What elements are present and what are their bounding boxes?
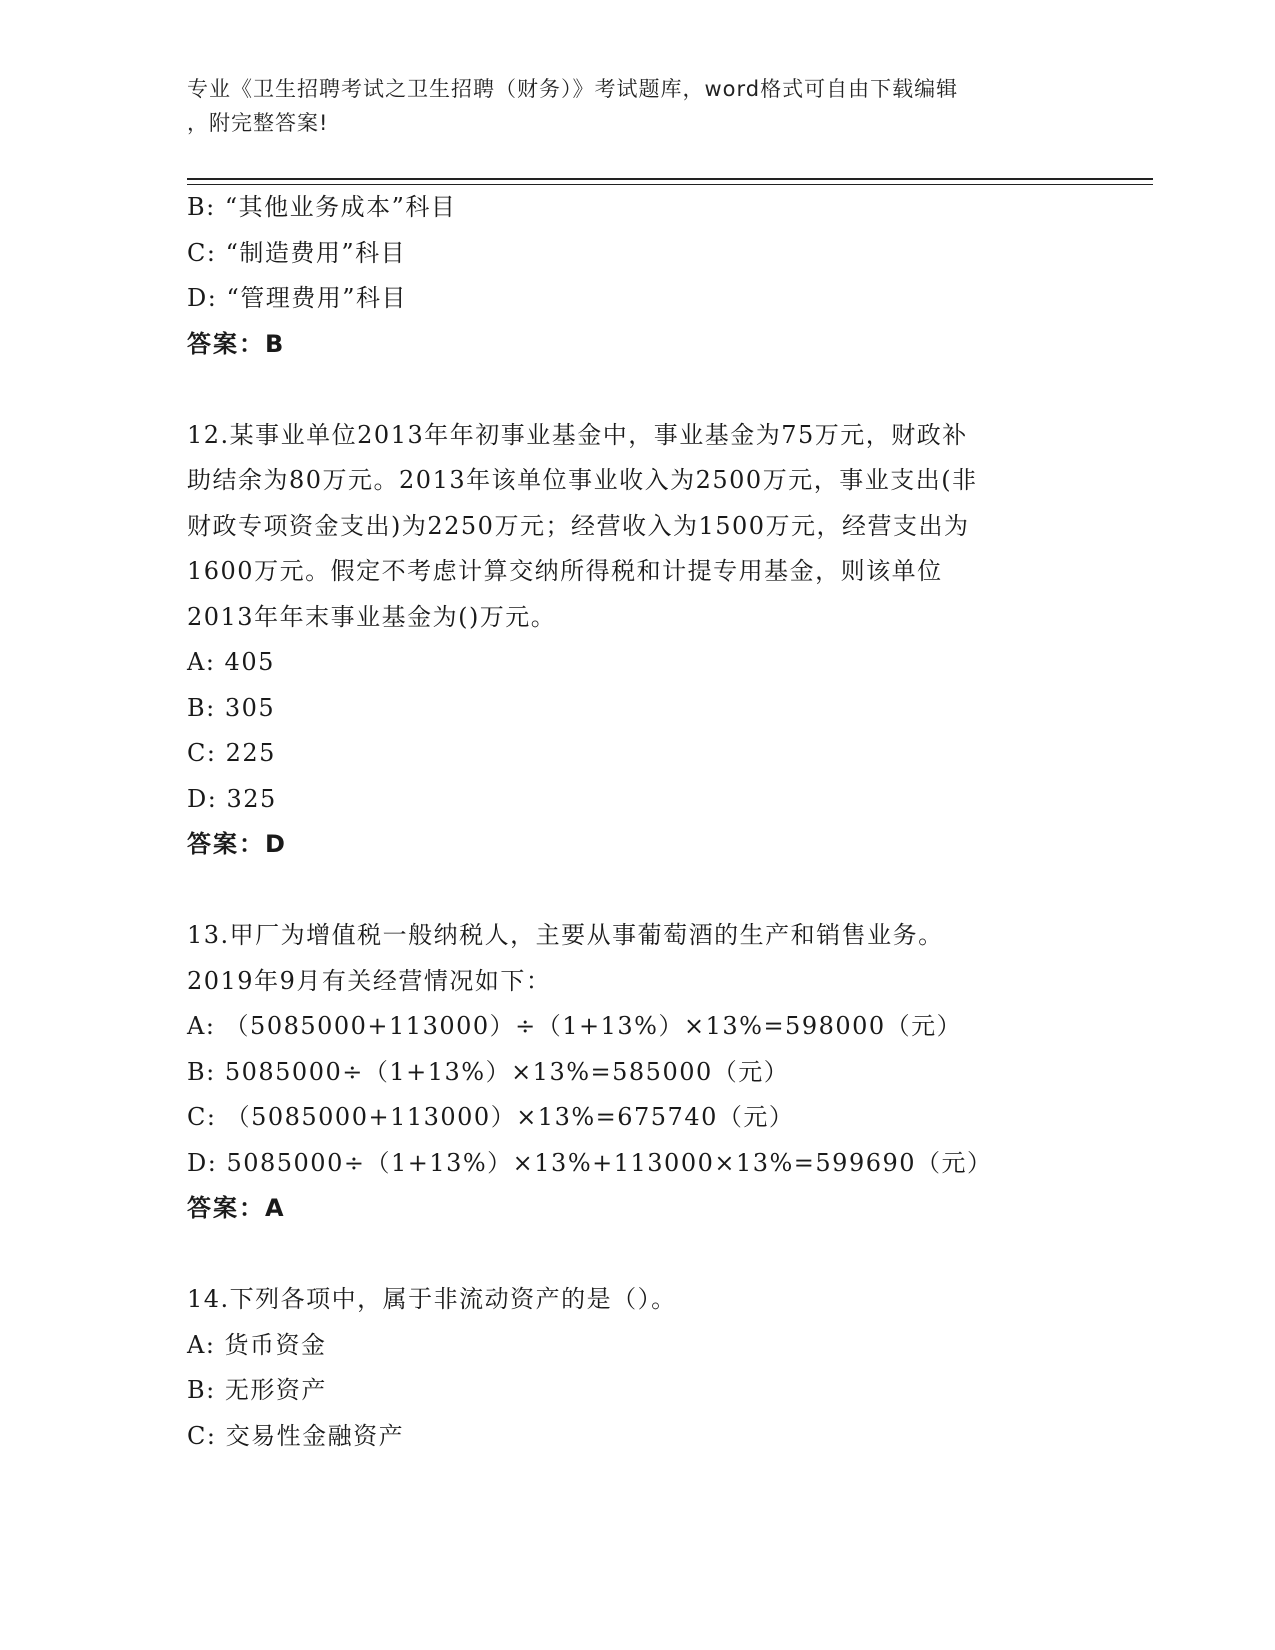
option-a: A: （5085000+113000）÷（1+13%）×13%=598000（元） [187, 1012, 963, 1040]
question-text-line: 1600万元。假定不考虑计算交纳所得税和计提专用基金，则该单位 [187, 557, 943, 585]
question-text-line: 14.下列各项中，属于非流动资产的是（）。 [187, 1285, 677, 1313]
spacer [187, 868, 1087, 914]
header-line-1: 专业《卫生招聘考试之卫生招聘（财务）》考试题库，word格式可自由下载编辑 [187, 77, 959, 101]
question-11-continued [187, 185, 1087, 367]
option-b: B: “其他业务成本”科目 [187, 193, 457, 221]
header-divider-thick [187, 178, 1153, 180]
option-d: D: 325 [187, 784, 277, 813]
option-a: A: 货币资金 [187, 1330, 327, 1359]
spacer [187, 1232, 1087, 1278]
option-d: D: 5085000÷（1+13%）×13%+113000×13%=599690（元） [187, 1148, 993, 1177]
answer-label: 答案：A [187, 1194, 286, 1222]
option-b: B: 无形资产 [187, 1376, 327, 1404]
question-text-line: 2019年9月有关经营情况如下： [187, 966, 552, 995]
option-a: A: 405 [187, 648, 275, 676]
question-text-line: 助结余为80万元。2013年该单位事业收入为2500万元，事业支出(非 [187, 466, 978, 494]
option-d: D: “管理费用”科目 [187, 284, 407, 312]
option-c: C: （5085000+113000）×13%=675740（元） [187, 1103, 795, 1131]
question-text-line: 13.甲厂为增值税一般纳税人，主要从事葡萄酒的生产和销售业务。 [187, 921, 944, 949]
document-header [187, 72, 1067, 140]
option-b: B: 305 [187, 693, 276, 722]
spacer [187, 367, 1087, 413]
header-line-2: ，附完整答案! [187, 111, 329, 135]
question-text-line: 12.某事业单位2013年年初事业基金中，事业基金为75万元，财政补 [187, 420, 968, 449]
question-13 [187, 913, 1087, 1232]
option-b: B: 5085000÷（1+13%）×13%=585000（元） [187, 1057, 790, 1086]
answer-label: 答案：D [187, 830, 287, 858]
answer-label: 答案：B [187, 329, 286, 358]
question-content [187, 185, 1087, 1459]
question-text-line: 财政专项资金支出)为2250万元；经营收入为1500万元，经营支出为 [187, 511, 970, 540]
option-c: C: 225 [187, 739, 276, 767]
question-text-line: 2013年年末事业基金为()万元。 [187, 602, 557, 631]
option-c: C: “制造费用”科目 [187, 238, 407, 267]
option-c: C: 交易性金融资产 [187, 1421, 405, 1450]
question-12 [187, 413, 1087, 868]
question-14 [187, 1277, 1087, 1459]
